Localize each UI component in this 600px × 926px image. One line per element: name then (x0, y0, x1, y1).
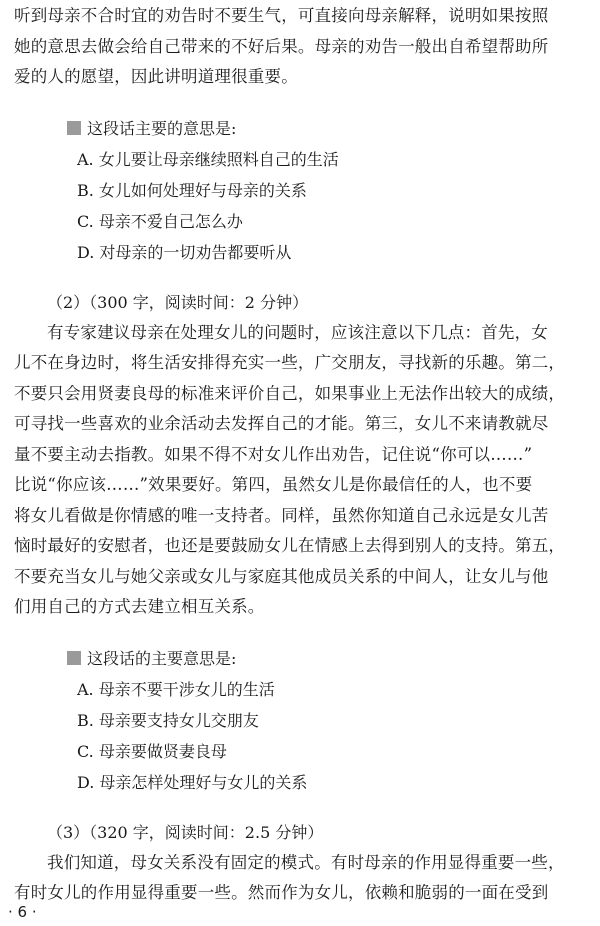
paragraph-line: 们用自己的方式去建立相互关系。 (14, 597, 265, 616)
paragraph-line: 恼时最好的安慰者，也还是要鼓励女儿在情感上去得到别人的支持。第五， (14, 536, 566, 555)
paragraph-line: 有时女儿的作用显得重要一些。然而作为女儿，依赖和脆弱的一面在受到 (14, 883, 549, 902)
option-a[interactable]: A. 母亲不要干涉女儿的生活 (77, 679, 275, 699)
question-prompt-text: 这段话的主要意思是: (87, 648, 237, 668)
option-b[interactable]: B. 女儿如何处理好与母亲的关系 (77, 180, 307, 200)
page-number: · 6 · (8, 903, 37, 921)
option-d[interactable]: D. 对母亲的一切劝告都要听从 (77, 242, 292, 262)
paragraph-line: 不要充当女儿与她父亲或女儿与家庭其他成员关系的中间人，让女儿与他 (14, 566, 549, 586)
section-2-header: （2）（300 字，阅读时间：2 分钟） (47, 292, 309, 312)
paragraph-line: 不要只会用贤妻良母的标准来评价自己，如果事业上无法作出较大的成绩， (14, 383, 566, 403)
section-3 (14, 818, 590, 909)
option-c[interactable]: C. 母亲要做贤妻良母 (77, 741, 227, 761)
option-b[interactable]: B. 母亲要支持女儿交朋友 (77, 710, 259, 730)
paragraph-line: 她的意思去做会给自己带来的不好后果。母亲的劝告一般出自希望帮助所 (14, 36, 549, 56)
paragraph-line: 听到母亲不合时宜的劝告时不要生气，可直接向母亲解释，说明如果按照 (14, 6, 549, 25)
option-c[interactable]: C. 母亲不爱自己怎么办 (77, 211, 243, 231)
question-prompt-text: 这段话主要的意思是: (87, 118, 237, 138)
paragraph-line: 将女儿看做是你情感的唯一支持者。同样，虽然你知道自己永远是女儿苦 (14, 505, 549, 525)
paragraph-line: 爱的人的愿望，因此讲明道理很重要。 (14, 67, 298, 86)
paragraph-line: 有专家建议母亲在处理女儿的问题时，应该注意以下几点：首先，女 (47, 322, 548, 342)
question-2-prompt (67, 643, 590, 674)
paragraph-line: 儿不在身边时，将生活安排得充实一些，广交朋友，寻找新的乐趣。第二， (14, 353, 566, 372)
square-bullet-icon (67, 651, 81, 665)
question-1-prompt (67, 113, 590, 144)
question-1 (67, 113, 590, 268)
question-2 (67, 643, 590, 798)
paragraph-line: 量不要主动去指教。如果不得不对女儿作出劝告，记住说“你可以……” (14, 444, 533, 464)
paragraph-line: 我们知道，母女关系没有固定的模式。有时母亲的作用显得重要一些， (47, 852, 565, 872)
paragraph-line: 可寻找一些喜欢的业余活动去发挥自己的才能。第三，女儿不来请教就尽 (14, 414, 549, 433)
square-bullet-icon (67, 121, 81, 135)
paragraph-line: 比说“你应该……”效果要好。第四，虽然女儿是你最信任的人，也不要 (14, 475, 533, 494)
section-3-header: （3）（320 字，阅读时间：2.5 分钟） (47, 822, 324, 842)
option-a[interactable]: A. 女儿要让母亲继续照料自己的生活 (77, 149, 339, 169)
page-body (14, 0, 590, 909)
option-d[interactable]: D. 母亲怎样处理好与女儿的关系 (77, 772, 308, 792)
passage-1-tail (14, 1, 590, 93)
section-2 (14, 288, 590, 623)
